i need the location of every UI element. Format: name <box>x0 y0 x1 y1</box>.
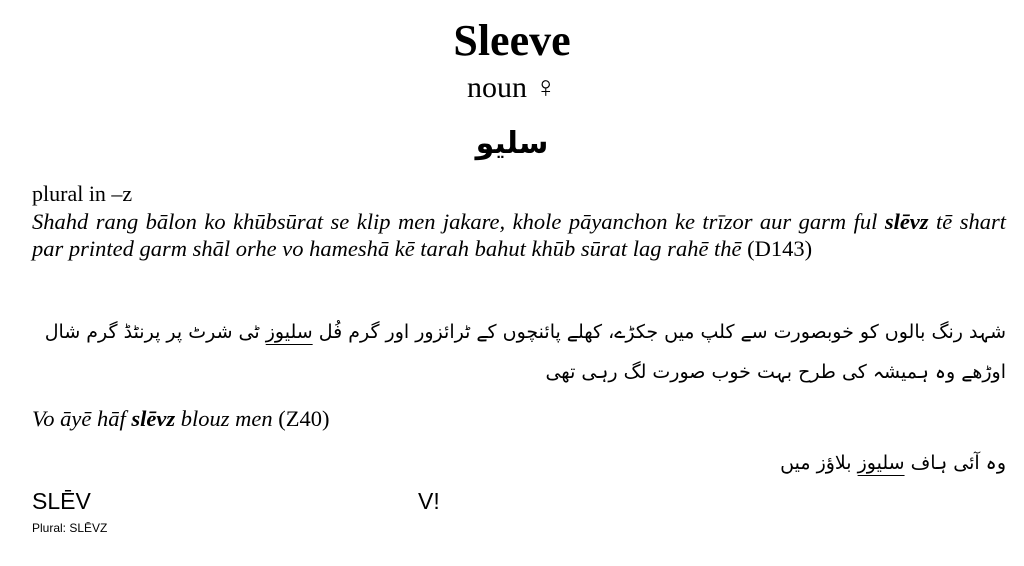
example-2-keyword: slēvz <box>131 406 176 431</box>
part-of-speech: noun ♀ <box>467 71 557 104</box>
example-2-reference: (Z40) <box>272 406 330 431</box>
example-1-keyword: slēvz <box>884 209 929 234</box>
example-2-text-part2: blouz men <box>175 406 273 431</box>
example-1-urdu-keyword: سلیوز <box>265 321 313 343</box>
code-mark: V! <box>418 488 440 514</box>
example-1-text-part1: Shahd rang bālon ko khūbsūrat se klip men jakare, khole pāyanchon ke trīzor aur garm ful <box>32 209 885 234</box>
example-2-urdu-after: بلاؤز میں <box>780 452 858 474</box>
example-1-text-part2: tē shart par printed garm shāl orhe vo hameshā kē tarah bahut khūb sūrat lag rahē thē <box>32 209 1006 261</box>
example-1-reference: (D143) <box>741 236 813 261</box>
urdu-headword: سلیو <box>475 126 549 161</box>
example-1-urdu-after: ٹی شرٹ پر پرنٹڈ گرم شال اوڑھے وہ ہمیشہ کی طرح بہت خوب صورت لگ رہی تھی <box>44 321 1006 383</box>
example-1-urdu <box>30 312 1006 392</box>
example-2-text-part1: Vo āyē hāf <box>32 406 132 431</box>
example-2-urdu-keyword: سلیوز <box>857 452 905 474</box>
example-1-transliteration <box>32 208 1006 262</box>
plural-note: plural in –z <box>32 181 133 206</box>
example-2-urdu-before: وہ آئی ہاف <box>904 452 1006 474</box>
example-2-urdu <box>30 443 1006 483</box>
example-1-urdu-before: شہد رنگ بالوں کو خوبصورت سے کلپ میں جکڑے، کھلے پائنچوں کے ٹرائزور اور گرم فُل <box>312 321 1006 343</box>
headword-title: Sleeve <box>453 16 571 65</box>
code-word: SLĒV <box>32 488 91 514</box>
example-2-transliteration <box>32 405 329 432</box>
code-plural: Plural: SLĒVZ <box>32 521 108 535</box>
